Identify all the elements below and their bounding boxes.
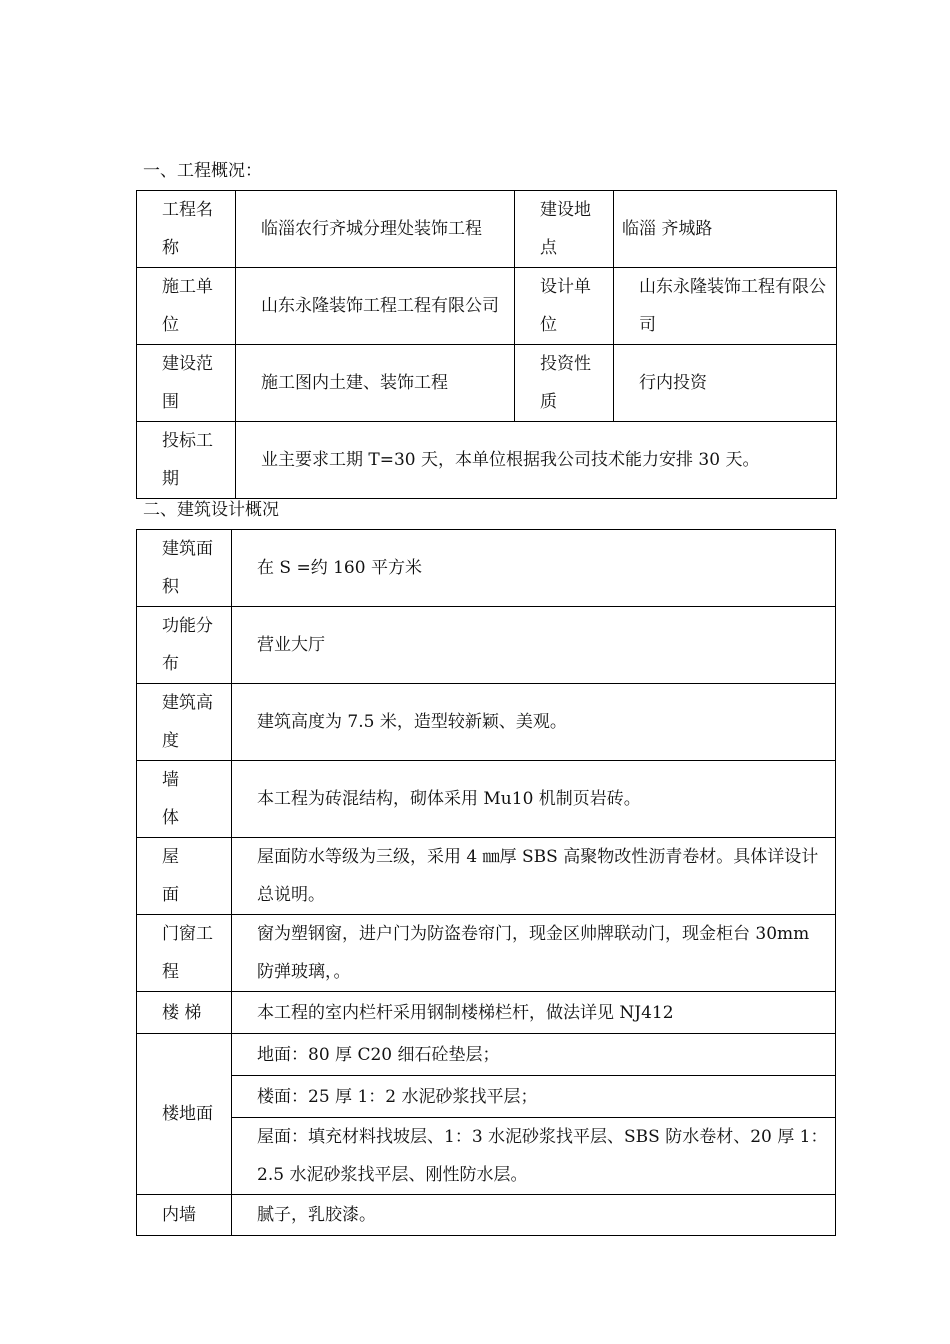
table-row — [137, 191, 837, 268]
roof-label: 屋面 — [137, 838, 232, 915]
project-name-value: 临淄农行齐城分理处装饰工程 — [236, 191, 515, 268]
bid-period-label: 投标工期 — [137, 422, 236, 499]
table-row — [137, 915, 836, 992]
wall-label: 墙体 — [137, 761, 232, 838]
contractor-label: 施工单位 — [137, 268, 236, 345]
design-overview-table — [136, 529, 836, 1236]
doors-label: 门窗工程 — [137, 915, 232, 992]
table-row — [137, 607, 836, 684]
designer-label: 设计单位 — [515, 268, 614, 345]
table-row — [137, 1118, 836, 1195]
project-name-label: 工程名称 — [137, 191, 236, 268]
table-row — [137, 838, 836, 915]
floor-roof-value: 屋面：填充材料找坡层、1：3 水泥砂浆找平层、SBS 防水卷材、20 厚 1：2.5 水泥砂浆找平层、刚性防水层。 — [232, 1118, 836, 1195]
interior-wall-value: 腻子，乳胶漆。 — [232, 1195, 836, 1236]
project-overview-table — [136, 190, 837, 499]
table-row — [137, 684, 836, 761]
investment-value: 行内投资 — [614, 345, 837, 422]
doors-value: 窗为塑钢窗，进户门为防盗卷帘门，现金区帅牌联动门，现金柜台 30mm 防弹玻璃，。 — [232, 915, 836, 992]
bid-period-value: 业主要求工期 T=30 天，本单位根据我公司技术能力安排 30 天。 — [236, 422, 837, 499]
designer-value: 山东永隆装饰工程有限公司 — [614, 268, 837, 345]
location-value: 临淄 齐城路 — [614, 191, 837, 268]
table-row — [137, 345, 837, 422]
height-label: 建筑高度 — [137, 684, 232, 761]
contractor-value: 山东永隆装饰工程工程有限公司 — [236, 268, 515, 345]
height-value: 建筑高度为 7.5 米，造型较新颖、美观。 — [232, 684, 836, 761]
floor-ground-value: 地面：80 厚 C20 细石砼垫层； — [232, 1034, 836, 1076]
table-row — [137, 761, 836, 838]
scope-label: 建设范围 — [137, 345, 236, 422]
area-value: 在 S =约 160 平方米 — [232, 530, 836, 607]
table-row — [137, 268, 837, 345]
floor-upper-value: 楼面：25 厚 1：2 水泥砂浆找平层； — [232, 1076, 836, 1118]
function-label: 功能分布 — [137, 607, 232, 684]
wall-value: 本工程为砖混结构，砌体采用 Mu10 机制页岩砖。 — [232, 761, 836, 838]
stairs-value: 本工程的室内栏杆采用钢制楼梯栏杆，做法详见 NJ412 — [232, 992, 836, 1034]
interior-wall-label: 内墙 — [137, 1195, 232, 1236]
location-label: 建设地点 — [515, 191, 614, 268]
roof-value: 屋面防水等级为三级，采用 4 ㎜厚 SBS 高聚物改性沥青卷材。具体详设计总说明。 — [232, 838, 836, 915]
table-row — [137, 1195, 836, 1236]
table-row — [137, 530, 836, 607]
stairs-label: 楼 梯 — [137, 992, 232, 1034]
investment-label: 投资性质 — [515, 345, 614, 422]
area-label: 建筑面积 — [137, 530, 232, 607]
function-value: 营业大厅 — [232, 607, 836, 684]
floor-label: 楼地面 — [137, 1034, 232, 1195]
scope-value: 施工图内土建、装饰工程 — [236, 345, 515, 422]
table-row — [137, 1034, 836, 1076]
table-row — [137, 992, 836, 1034]
table-row — [137, 1076, 836, 1118]
section1-heading: 一、工程概况： — [143, 161, 262, 181]
table-row — [137, 422, 837, 499]
section2-heading: 二、建筑设计概况 — [143, 500, 279, 520]
